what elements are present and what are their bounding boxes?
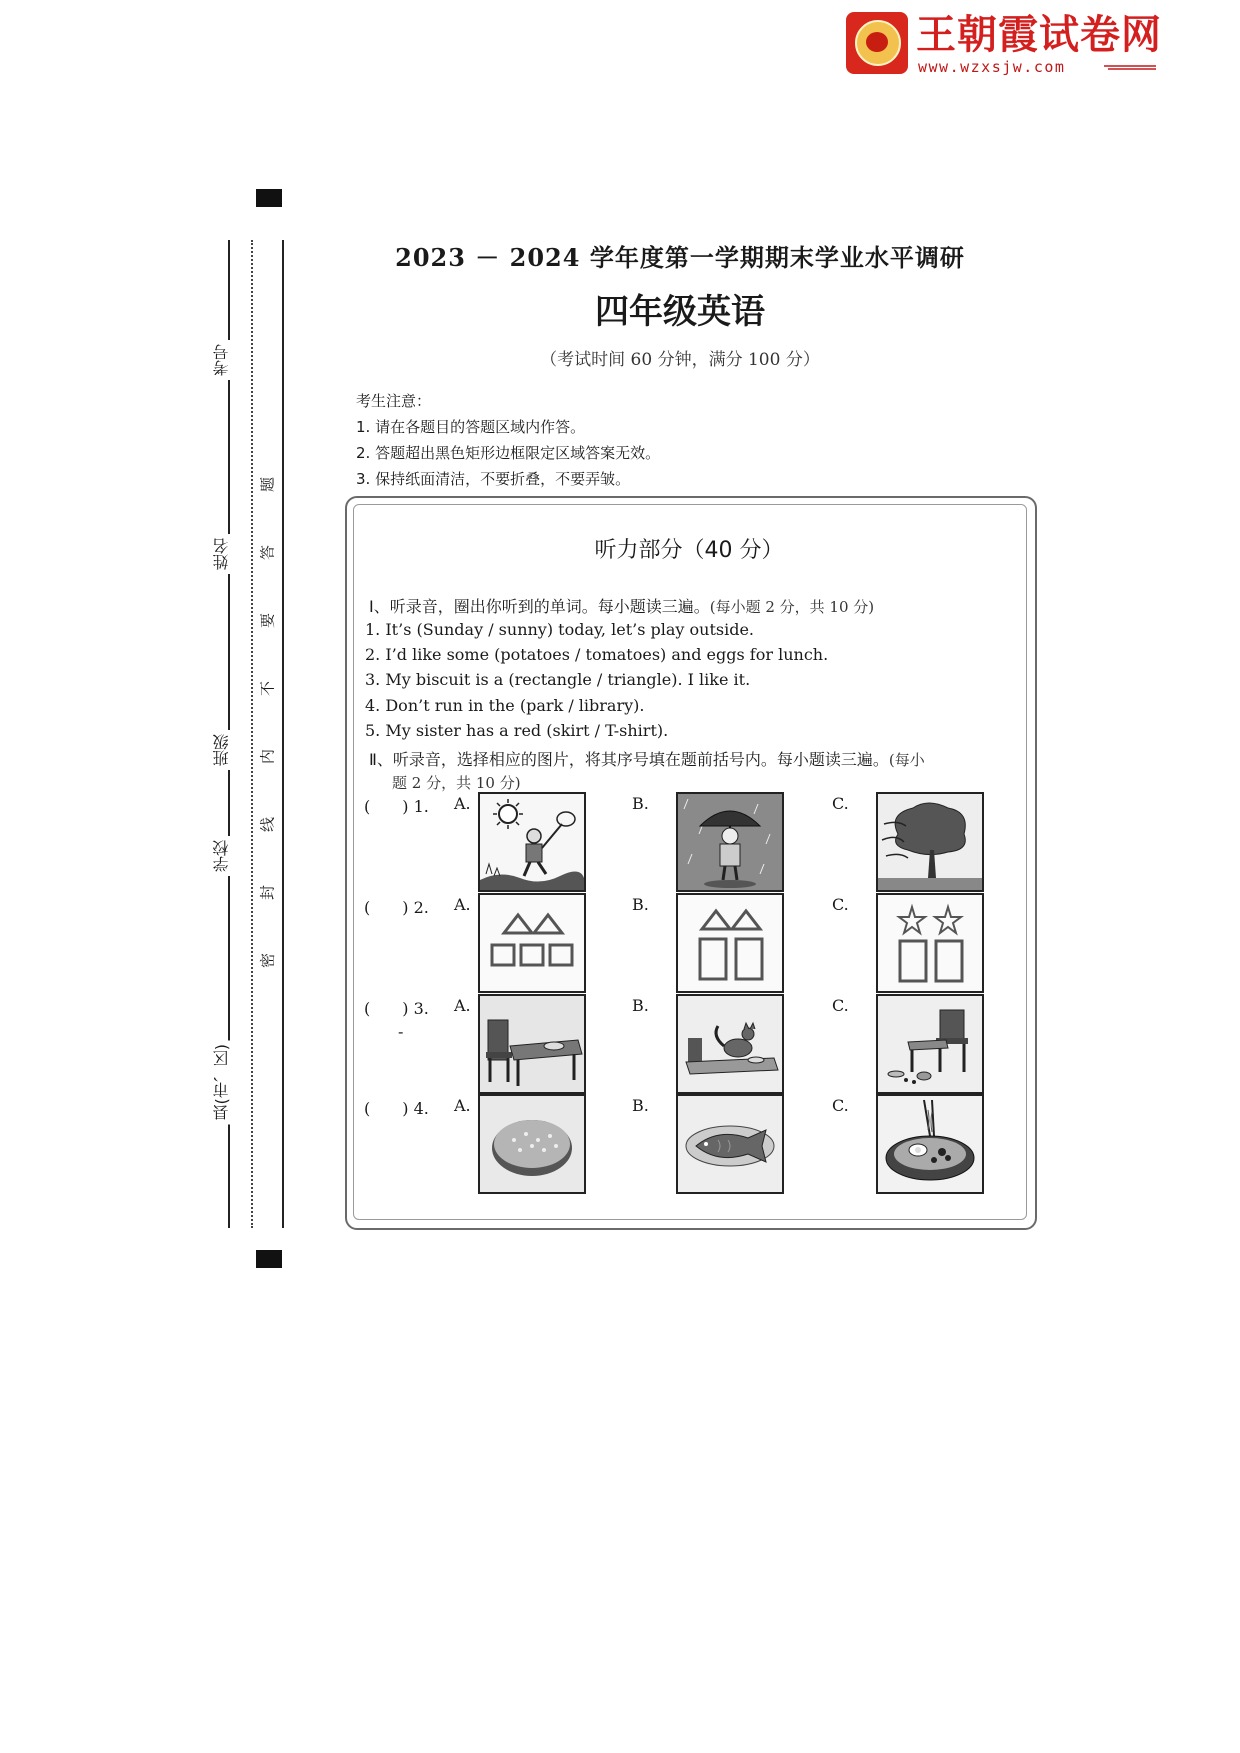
notice-title: 考生注意：	[356, 392, 432, 410]
seal-char: 封	[258, 885, 277, 901]
field-county: 县(市、区)	[210, 1040, 233, 1124]
option-label-b: B.	[632, 996, 649, 1015]
option-label-a: A.	[454, 895, 471, 914]
section1-item: 2. I’d like some (potatoes / tomatoes) and eggs for lunch.	[365, 645, 829, 664]
listening-title: 听力部分（40 分）	[594, 538, 784, 563]
watermark-logo	[846, 12, 1166, 74]
option-label-a: A.	[454, 1096, 471, 1115]
fish-picture[interactable]	[676, 1094, 784, 1194]
exam-info: （考试时间 60 分钟，满分 100 分）	[540, 350, 820, 370]
notice-item: 2. 答题超出黑色矩形边框限定区域答案无效。	[356, 444, 661, 462]
section1-heading-text: Ⅰ、听录音，圈出你听到的单词。每小题读三遍。	[369, 597, 710, 616]
notice-item: 1. 请在各题目的答题区域内作答。	[356, 418, 586, 436]
watermark-url: www.wzxsjw.com	[918, 58, 1066, 76]
seal-char: 线	[258, 817, 277, 833]
stars-rectangles-picture[interactable]	[876, 893, 984, 993]
seal-icon	[846, 12, 908, 74]
section2-score-line2	[392, 772, 521, 793]
cat-table-picture[interactable]	[676, 994, 784, 1094]
notice-item: 3. 保持纸面清洁，不要折叠，不要弄皱。	[356, 470, 631, 488]
option-label-b: B.	[632, 1096, 649, 1115]
seal-char: 密	[258, 953, 277, 969]
seal-char: 不	[258, 681, 277, 697]
section2-score-part2: 题 2 分，共 10 分)	[392, 774, 521, 792]
subject-title: 四年级英语	[595, 292, 765, 332]
field-name: 姓名	[210, 534, 233, 574]
option-label-c: C.	[832, 794, 849, 813]
chair-table-picture[interactable]	[478, 994, 586, 1094]
triangles-squares-picture[interactable]	[478, 893, 586, 993]
watermark-brand: 王朝霞试卷网	[916, 12, 1162, 58]
noodles-picture[interactable]	[876, 1094, 984, 1194]
seal-char: 要	[258, 613, 277, 629]
field-school: 学校	[210, 836, 233, 876]
registration-mark-bottom	[256, 1250, 282, 1268]
section1-heading	[369, 594, 874, 617]
binding-outer-line	[282, 240, 284, 1228]
sunny-boy-picture[interactable]	[478, 792, 586, 892]
rainy-girl-picture[interactable]	[676, 792, 784, 892]
section2-score-part1: (每小	[888, 751, 925, 769]
seal-char: 内	[258, 749, 277, 765]
option-label-c: C.	[832, 895, 849, 914]
section2-heading	[369, 747, 925, 770]
answer-blank-q2[interactable]: ( ) 2.	[364, 898, 429, 917]
option-label-b: B.	[632, 794, 649, 813]
section1-item: 4. Don’t run in the (park / library).	[365, 696, 645, 715]
section1-score: (每小题 2 分，共 10 分)	[709, 598, 875, 616]
section1-item: 3. My biscuit is a (rectangle / triangle). I like it.	[365, 670, 751, 689]
section1-item: 1. It’s (Sunday / sunny) today, let’s play outside.	[365, 620, 755, 639]
option-label-c: C.	[832, 1096, 849, 1115]
seal-char: 答	[258, 545, 277, 561]
section2-heading-text: Ⅱ、听录音，选择相应的图片，将其序号填在题前括号内。每小题读三遍。	[369, 750, 889, 769]
windy-tree-picture[interactable]	[876, 792, 984, 892]
option-label-a: A.	[454, 996, 471, 1015]
field-class: 班级	[210, 730, 233, 770]
answer-blank-q3[interactable]: ( ) 3.	[364, 999, 429, 1018]
option-label-c: C.	[832, 996, 849, 1015]
section1-item: 5. My sister has a red (skirt / T-shirt).	[365, 721, 669, 740]
stray-mark: -	[398, 1022, 404, 1041]
exam-title: 2023 － 2024 学年度第一学期期末学业水平调研	[395, 243, 965, 272]
triangles-rectangles-picture[interactable]	[676, 893, 784, 993]
option-label-b: B.	[632, 895, 649, 914]
registration-mark-top	[256, 189, 282, 207]
seal-char: 题	[258, 477, 277, 493]
binding-dotted-line	[251, 240, 253, 1228]
swoosh-icon	[1104, 64, 1156, 72]
answer-blank-q1[interactable]: ( ) 1.	[364, 797, 429, 816]
fallen-bowls-picture[interactable]	[876, 994, 984, 1094]
answer-blank-q4[interactable]: ( ) 4.	[364, 1099, 429, 1118]
field-exam-number: 考号	[210, 340, 233, 380]
rice-picture[interactable]	[478, 1094, 586, 1194]
option-label-a: A.	[454, 794, 471, 813]
